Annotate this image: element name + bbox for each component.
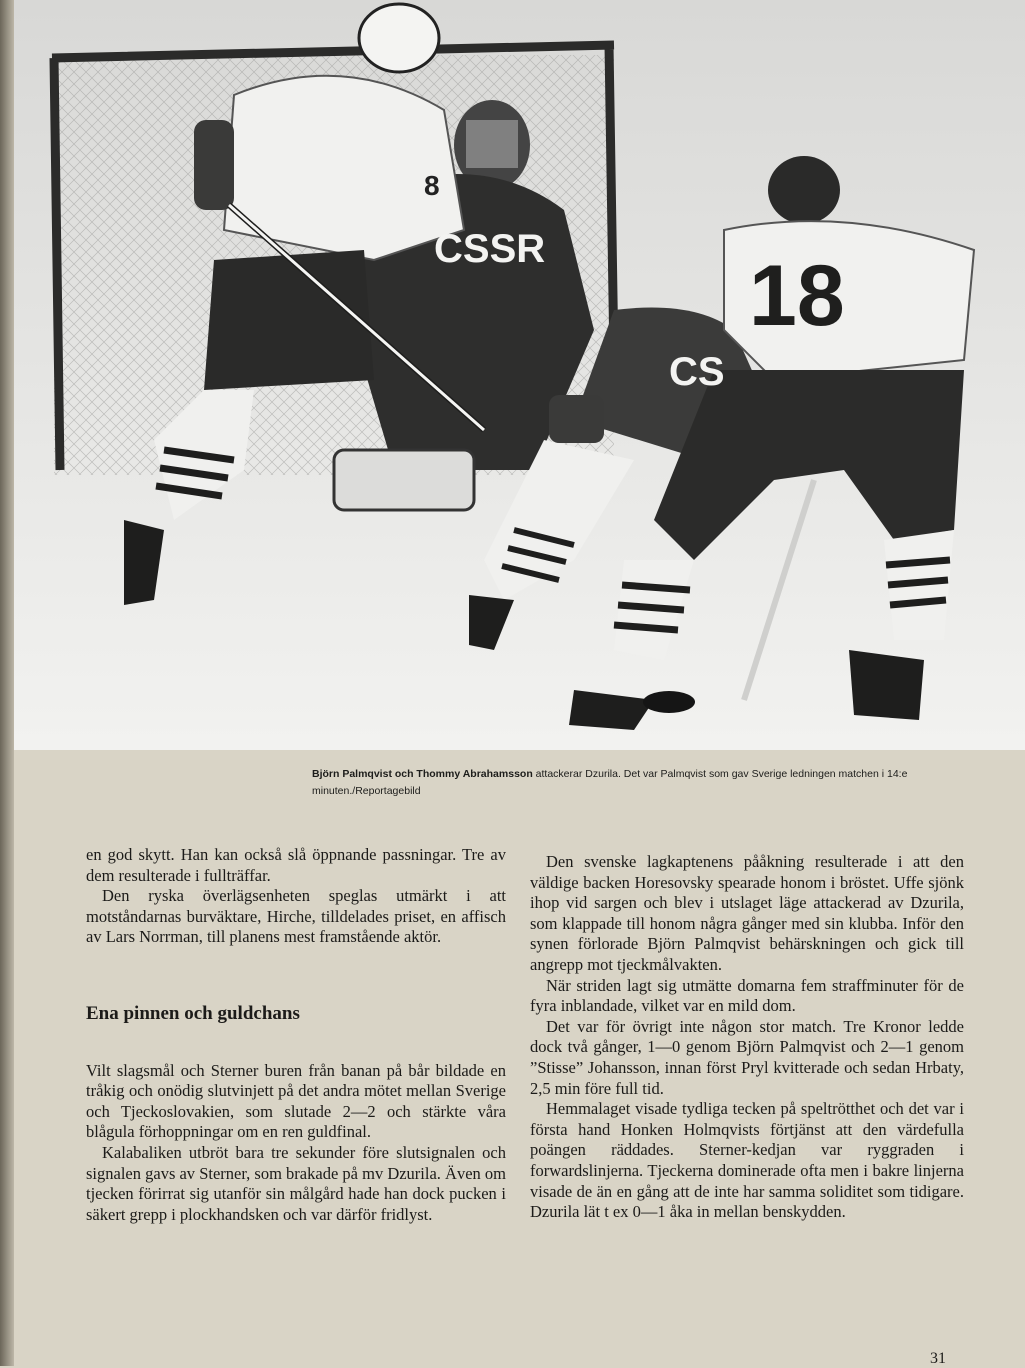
left-paragraph-2: Den ryska överlägsenheten speglas utmärkt i att motståndarnas burväktare, Hirche, tilldelades priset, en affisch av Lars Norrman, till planens mest framstående aktör.	[86, 886, 506, 947]
caption-text: attackerar Dzurila. Det var Palmqvist som gav Sverige ledningen matchen i 14:e minuten./Reportagebild	[312, 768, 908, 797]
jersey-number-18: 18	[749, 248, 845, 344]
hockey-photo	[14, 0, 1025, 750]
left-paragraph-1: en god skytt. Han kan också slå öppnande passningar. Tre av dem resulterade i fullträffar.	[86, 845, 506, 885]
photo-caption	[312, 766, 972, 800]
caption-names: Björn Palmqvist och Thommy Abrahamsson	[312, 768, 533, 780]
right-paragraph-2: När striden lagt sig utmätte domarna fem straffminuter för de fyra inblandade, vilket var en mild dom.	[530, 975, 964, 1016]
jersey-text-cs: CS	[669, 350, 725, 394]
left-text-column	[86, 845, 506, 1225]
jersey-number-8: 8	[424, 170, 440, 201]
right-text-column	[530, 852, 964, 1223]
left-paragraph-4: Kalabaliken utbröt bara tre sekunder före slutsignalen och signalen gavs av Sterner, som brakade på mv Dzurila. Även om tjecken förirrat sig utanför sin målgård hade han dock pucken i säkert grepp i plockhandsken och var därför fridlyst.	[86, 1142, 506, 1224]
jersey-text-cssr: CSSR	[434, 227, 546, 271]
page-binding-edge	[0, 0, 14, 1366]
puck	[643, 691, 695, 713]
right-paragraph-3: Det var för övrigt inte någon stor match. Tre Kronor ledde dock två gånger, 1—0 genom Björn Palmqvist och 2—1 genom ”Stisse” Johansson, innan först Pryl kvitterade och sedan Hrbaty, 2,5 min före full tid.	[530, 1016, 964, 1098]
page-number: 31	[930, 1350, 946, 1367]
left-paragraph-3: Vilt slagsmål och Sterner buren från banan på bår bildade en tråkig och onödig slutvinjett på det andra mötet mellan Sverige och Tjeckoslovakien, som slutade 2—2 och stärkte våra blågula förhoppningar om en ren guldfinal.	[86, 1060, 506, 1142]
right-paragraph-1: Den svenske lagkaptenens pååkning resulterade i att den väldige backen Horesovsky spearade honom i bröstet. Uffe sjönk ihop vid sargen och blev i utslaget läge attackerad av Dzurila, som klappade till honom några gånger med sin klubba. Inför den synen förlorade Björn Palmqvist behärskningen och gick till angrepp mot tjeckmålvakten.	[530, 852, 964, 974]
right-paragraph-4: Hemmalaget visade tydliga tecken på speltrötthet och det var i första hand Honken Holmqvists förtjänst att den värdefulla poängen räddades. Sterner-kedjan var ryggraden i forwardslinjerna. Tjeckerna dominerade ofta men i bakre linjerna visade de än en gång att de inte har samma soliditet som tidigare. Dzurila lät t ex 0—1 åka in mellan benskydden.	[530, 1099, 964, 1222]
section-heading: Ena pinnen och guldchans	[86, 1002, 300, 1024]
hockey-photo-illustration	[14, 0, 1025, 750]
